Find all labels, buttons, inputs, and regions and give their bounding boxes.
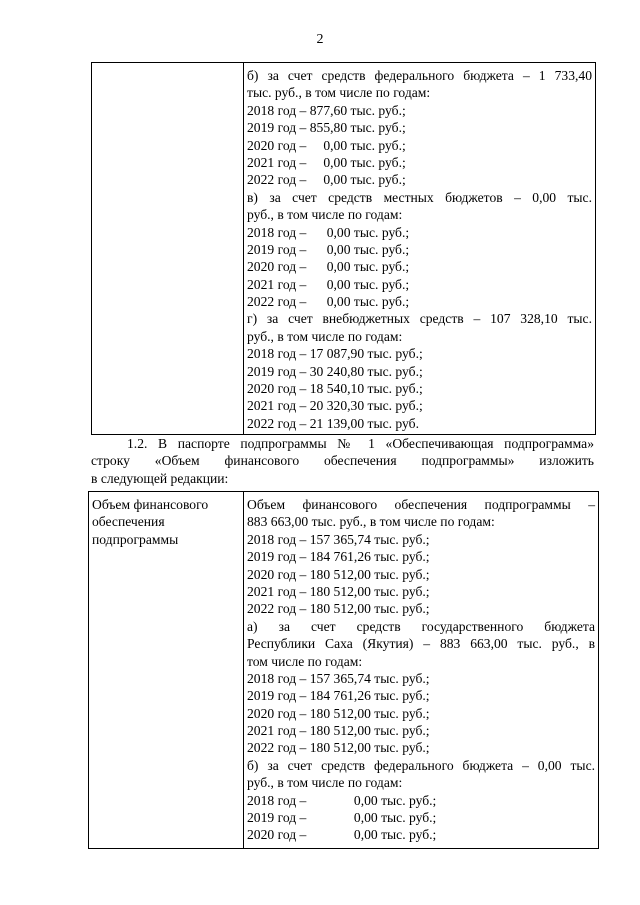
table2-label-line: обеспечения [92, 514, 165, 530]
table1-line: 2020 год – 18 540,10 тыс. руб.; [247, 381, 423, 397]
table1-line: 2021 год – 0,00 тыс. руб.; [247, 276, 410, 292]
paragraph-1-2 [91, 435, 594, 487]
table2-line: а) за счет средств государственного бюджета [247, 618, 595, 634]
paragraph-line: в следующей редакции: [91, 470, 229, 486]
table2-label-cell [89, 492, 244, 849]
table2-line: 2021 год – 180 512,00 тыс. руб.; [247, 583, 430, 599]
table2-line: 2019 год – 184 761,26 тыс. руб.; [247, 688, 430, 704]
table2-line: 2022 год – 180 512,00 тыс. руб.; [247, 601, 430, 617]
table2-line: Объем финансового обеспечения подпрограммы – [247, 497, 595, 512]
table1-line: 2018 год – 17 087,90 тыс. руб.; [247, 346, 423, 362]
table1-line: руб., в том числе по годам: [247, 207, 403, 223]
table1-line: тыс. руб., в том числе по годам: [247, 85, 431, 101]
table1-line: 2022 год – 0,00 тыс. руб.; [247, 172, 406, 188]
funding-table-continued [91, 62, 596, 435]
table1-line: в) за счет средств местных бюджетов – 0,00 тыс. [247, 189, 592, 205]
table1-lines [247, 67, 592, 432]
table2-line: Республики Саха (Якутия) – 883 663,00 тыс. руб., в [247, 636, 595, 652]
table1-line: 2021 год – 20 320,30 тыс. руб.; [247, 398, 423, 414]
table1-line: 2018 год – 877,60 тыс. руб.; [247, 102, 406, 118]
table1-line: 2020 год – 0,00 тыс. руб.; [247, 137, 406, 153]
table1-line: 2022 год – 21 139,00 тыс. руб. [247, 415, 419, 431]
table2-line: 2018 год – 157 365,74 тыс. руб.; [247, 670, 430, 686]
table2-line: 2021 год – 180 512,00 тыс. руб.; [247, 723, 430, 739]
page-number: 2 [316, 32, 324, 47]
table2-line: б) за счет средств федерального бюджета – 0,00 тыс. [247, 757, 595, 773]
table2-label-line: Объем финансового [92, 497, 209, 512]
table2-line: 2022 год – 180 512,00 тыс. руб.; [247, 740, 430, 756]
table1-line: г) за счет внебюджетных средств – 107 328,10 тыс. [247, 311, 592, 327]
table2-line: 883 663,00 тыс. руб., в том числе по годам: [247, 514, 495, 530]
table1-line: 2020 год – 0,00 тыс. руб.; [247, 259, 410, 275]
table1-line: 2021 год – 0,00 тыс. руб.; [247, 154, 406, 170]
table2-line: руб., в том числе по годам: [247, 775, 403, 791]
table1-line: руб., в том числе по годам: [247, 328, 403, 344]
table2-line: 2018 год – 0,00 тыс. руб.; [247, 792, 437, 808]
table2-line: 2020 год – 180 512,00 тыс. руб.; [247, 705, 430, 721]
table1-line: 2018 год – 0,00 тыс. руб.; [247, 224, 410, 240]
paragraph-line: строку «Объем финансового обеспечения подпрограммы» изложить [91, 453, 594, 469]
table2-label-line: подпрограммы [92, 531, 179, 547]
table2-line: 2019 год – 184 761,26 тыс. руб.; [247, 549, 430, 565]
table2-line: 2020 год – 0,00 тыс. руб.; [247, 827, 437, 843]
table1-right-cell [244, 63, 596, 435]
table1-line: б) за счет средств федерального бюджета – 1 733,40 [247, 68, 592, 83]
table2-line: 2018 год – 157 365,74 тыс. руб.; [247, 531, 430, 547]
funding-table-subprogram [88, 491, 599, 849]
table1-line: 2019 год – 0,00 тыс. руб.; [247, 241, 410, 257]
table2-right-cell [244, 492, 599, 849]
table2-line: 2020 год – 180 512,00 тыс. руб.; [247, 566, 430, 582]
paragraph-line: 1.2. В паспорте подпрограммы № 1 «Обеспечивающая подпрограмма» [127, 436, 594, 451]
table2-line: том числе по годам: [247, 653, 363, 669]
table1-line: 2022 год – 0,00 тыс. руб.; [247, 294, 410, 310]
table1-line: 2019 год – 30 240,80 тыс. руб.; [247, 363, 423, 379]
table2-line: 2019 год – 0,00 тыс. руб.; [247, 810, 437, 826]
table1-left-cell [92, 63, 244, 435]
table1-line: 2019 год – 855,80 тыс. руб.; [247, 120, 406, 136]
table2-label-lines [92, 496, 240, 548]
table2-lines [247, 496, 595, 844]
